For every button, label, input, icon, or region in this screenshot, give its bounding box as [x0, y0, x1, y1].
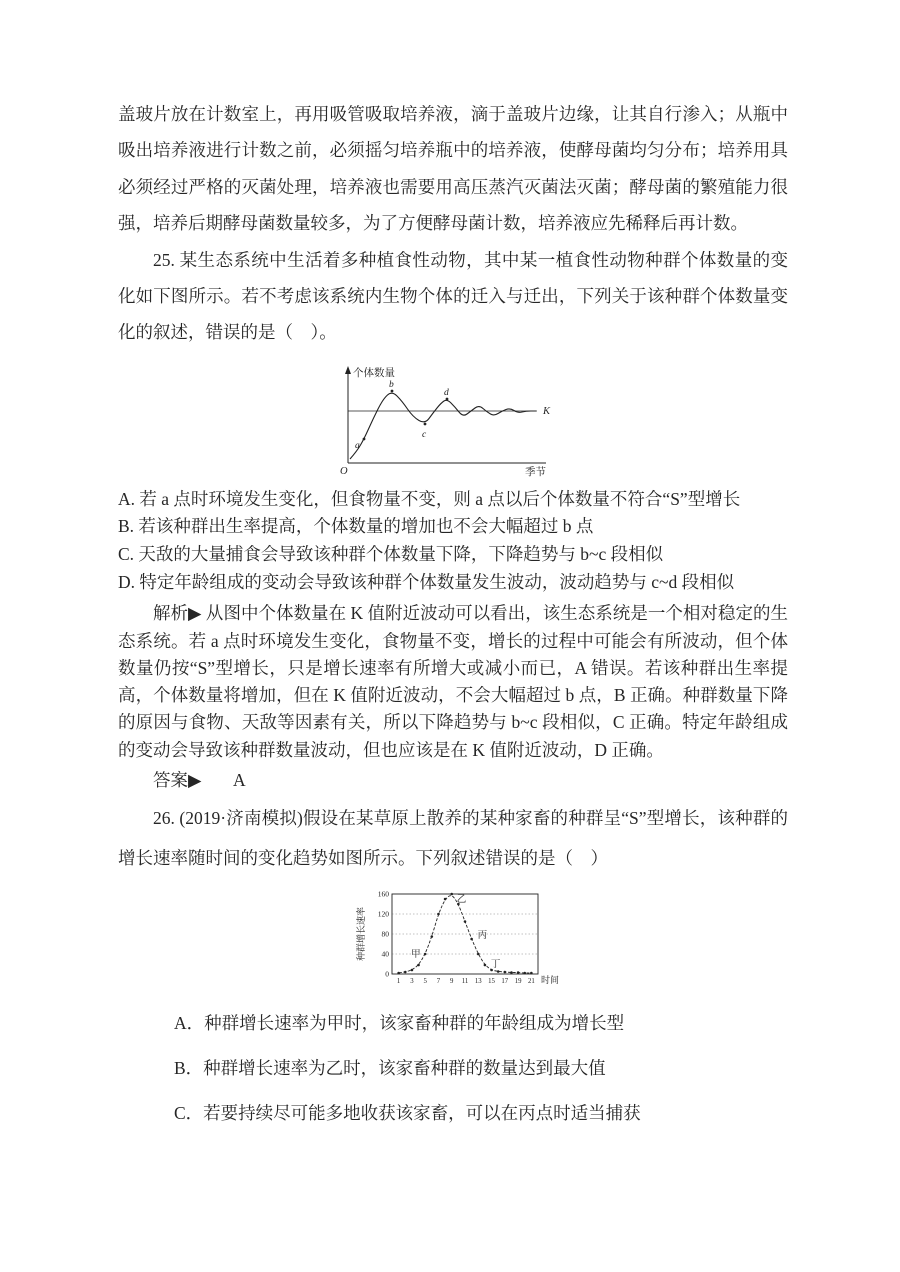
- svg-text:40: 40: [381, 949, 389, 959]
- answer-tag: 答案▶: [153, 770, 202, 791]
- svg-text:160: 160: [377, 889, 389, 899]
- svg-text:O: O: [340, 465, 348, 477]
- svg-text:19: 19: [514, 978, 522, 986]
- svg-text:乙: 乙: [456, 895, 467, 906]
- svg-text:80: 80: [381, 929, 389, 939]
- svg-text:时间: 时间: [541, 975, 560, 986]
- svg-text:种群增长速率: 种群增长速率: [356, 907, 366, 962]
- svg-text:季节: 季节: [525, 466, 546, 478]
- svg-text:c: c: [422, 429, 427, 440]
- intro-paragraph: 盖玻片放在计数室上，再用吸管吸取培养液，滴于盖玻片边缘，让其自行渗入；从瓶中吸出培养液进行计数之前，必须摇匀培养瓶中的培养液，使酵母菌均匀分布；培养用具必须经过严格的灭菌处理，培养液也需要用高压蒸汽灭菌法灭菌；酵母菌的繁殖能力很强，培养后期酵母菌数量较多，为了方便酵母菌计数，培养液应先稀释后再计数。: [118, 104, 788, 234]
- q26-option-a: A．种群增长速率为甲时，该家畜种群的年龄组成为增长型: [174, 1013, 625, 1034]
- svg-text:15: 15: [488, 978, 495, 986]
- q25-option-a: A. 若 a 点时环境发生变化，但食物量不变，则 a 点以后个体数量不符合“S”型增长: [118, 488, 741, 509]
- svg-text:0: 0: [385, 969, 389, 979]
- svg-text:个体数量: 个体数量: [353, 367, 395, 379]
- svg-text:a: a: [355, 440, 360, 451]
- svg-text:5: 5: [423, 978, 427, 986]
- q26-options: [118, 1001, 788, 1135]
- q26-option-b: B．种群增长速率为乙时，该家畜种群的数量达到最大值: [174, 1057, 606, 1078]
- svg-text:17: 17: [501, 978, 509, 986]
- svg-text:21: 21: [527, 978, 535, 986]
- svg-text:1: 1: [396, 978, 401, 986]
- q25-option-c: C. 天敌的大量捕食会导致该种群个体数量下降，下降趋势与 b~c 段相似: [118, 544, 664, 565]
- q25-options: [118, 486, 788, 597]
- analysis-text: 从图中个体数量在 K 值附近波动可以看出，该生态系统是一个相对稳定的生态系统。若 a 点时环境发生变化，食物量不变，增长的过程中可能会有所波动，但个体数量仍按“S”型增长，只是增长速率有所增大或减小而已，A 错误。若该种群出生率提高，个体数量将增加，但在 K 值附近波动，不会大幅超过 b 点，B 正确。种群数量下降的原因与食物、天敌等因素有关，所以下降趋势与 b~c 段相似，C 正确。特定年龄组成的变动会导致该种群数量波动，但也应该是在 K 值附近波动，D 正确。: [118, 603, 788, 760]
- q25-answer: [118, 766, 788, 796]
- svg-text:9: 9: [450, 978, 454, 986]
- q25-stem: 25. 某生态系统中生活着多种植食性动物，其中某一植食性动物种群个体数量的变化如下图所示。若不考虑该系统内生物个体的迁入与迁出，下列关于该种群个体数量变化的叙述，错误的是（ ）。: [118, 249, 788, 343]
- q25-option-b: B. 若该种群出生率提高，个体数量的增加也不会大幅超过 b 点: [118, 516, 594, 537]
- svg-text:3: 3: [410, 978, 414, 986]
- q26-figure: [354, 886, 564, 991]
- svg-text:d: d: [444, 387, 449, 398]
- svg-text:丙: 丙: [477, 931, 488, 942]
- analysis-tag: 解析▶: [153, 603, 202, 624]
- population-season-chart: [330, 363, 560, 478]
- answer-value: A: [232, 770, 246, 791]
- svg-text:甲: 甲: [411, 950, 421, 961]
- svg-text:11: 11: [461, 978, 469, 986]
- svg-text:120: 120: [377, 909, 389, 919]
- svg-text:7: 7: [436, 978, 441, 986]
- growth-rate-time-chart: [354, 886, 564, 991]
- q25-option-d: D. 特定年龄组成的变动会导致该种群个体数量发生波动，波动趋势与 c~d 段相似: [118, 571, 735, 592]
- svg-text:13: 13: [474, 978, 482, 986]
- svg-text:丁: 丁: [490, 960, 501, 971]
- q25-analysis: [118, 600, 788, 764]
- svg-text:b: b: [389, 379, 394, 390]
- q25-figure: [330, 363, 560, 478]
- svg-text:K: K: [543, 405, 551, 417]
- q26-option-c: C．若要持续尽可能多地收获该家畜，可以在丙点时适当捕获: [174, 1102, 641, 1123]
- q26-stem: 26. (2019·济南模拟)假设在某草原上散养的某种家畜的种群呈“S”型增长，该种群的增长速率随时间的变化趋势如图所示。下列叙述错误的是（ ）: [118, 807, 788, 869]
